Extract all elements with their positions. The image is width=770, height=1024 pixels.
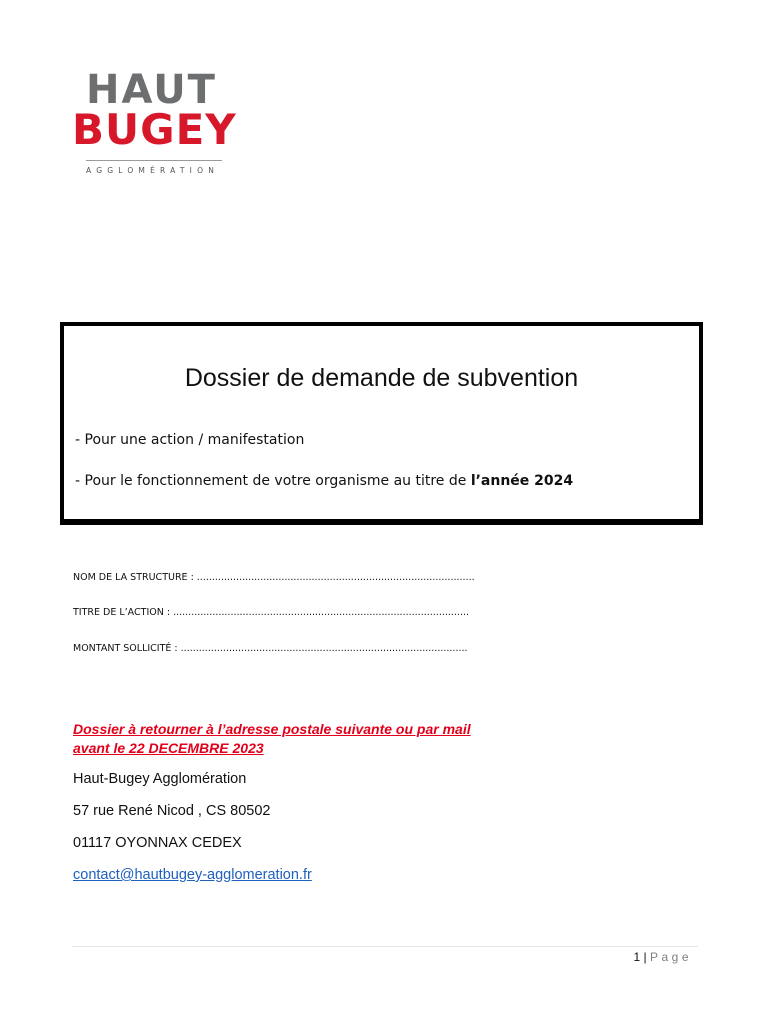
footer-divider [72,946,698,947]
footer-separator: | [643,950,647,964]
title-box [60,322,703,525]
address-street: 57 rue René Nicod , CS 80502 [73,803,271,819]
field-montant: MONTANT SOLLICITÉ : ............................................................................................... [73,643,468,654]
address-city: 01117 OYONNAX CEDEX [73,835,242,851]
logo-haut-text: HAUT [86,67,217,113]
field-nom-structure: NOM DE LA STRUCTURE : ............................................................................................ [73,572,475,583]
return-notice-line2: avant le 22 DECEMBRE 2023 [73,740,264,756]
return-notice-line1: Dossier à retourner à l’adresse postale suivante ou par mail [73,721,471,737]
bullet-action: - Pour une action / manifestation [75,432,305,448]
email-link[interactable]: contact@hautbugey-agglomeration.fr [73,867,312,883]
bullet-year: l’année 2024 [470,473,574,489]
document-title: Dossier de demande de subvention [184,364,579,392]
haut-bugey-logo [72,67,237,178]
logo-divider [86,160,222,161]
field-titre-action: TITRE DE L’ACTION : .................................................................................................. [73,607,470,618]
page-label: Page [649,950,692,964]
address-name: Haut-Bugey Agglomération [73,771,247,787]
bullet-fonctionnement-text: - Pour le fonctionnement de votre organisme au titre de [75,473,471,489]
logo-bugey-text: BUGEY [72,105,237,154]
page-footer [633,950,692,964]
page-number: 1 [633,950,641,964]
bullet-fonctionnement [75,472,573,490]
logo-subtitle: AGGLOMÉRATION [86,166,220,175]
return-notice [73,720,533,758]
